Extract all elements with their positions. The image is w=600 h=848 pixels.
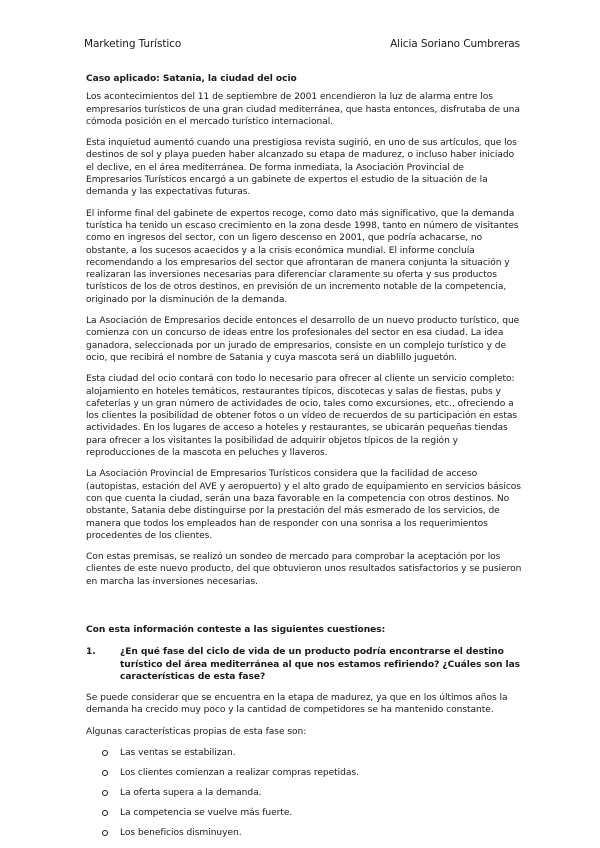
circle-bullet-icon — [102, 750, 108, 756]
header-author: Alicia Soriano Cumbreras — [390, 38, 520, 50]
list-item-text: Los beneficios disminuyen. — [120, 827, 242, 838]
circle-bullet-icon — [102, 830, 108, 836]
list-item — [86, 827, 522, 839]
list-item-text: La oferta supera a la demanda. — [120, 787, 262, 798]
case-paragraph: La Asociación Provincial de Empresarios Turísticos considera que la facilidad de acceso (autopistas, estación del AVE y aeropuerto) y el alto grado de equipamiento en servicios básicos con que cuenta la ciudad, serán una baza favorable en la competencia con otros destinos. No obstante, Satania debe distinguirse por la prestación del más esmerado de los servicios, de manera que todos los empleados han de responder con una sonrisa a los requerimientos procedentes de los clientes. — [86, 469, 521, 541]
characteristics-list — [86, 747, 522, 839]
list-item — [86, 807, 522, 819]
question-number: 1. — [86, 647, 96, 658]
case-paragraph: Esta inquietud aumentó cuando una prestigiosa revista sugirió, en uno de sus artículos, que los destinos de sol y playa pueden haber alcanzado su etapa de madurez, o incluso haber iniciado el declive, en el área mediterránea. De forma inmediata, la Asociación Provincial de Empresarios Turísticos encargó a un gabinete de expertos el estudio de la situación de la demanda y las expectativas futuras. — [86, 138, 517, 198]
list-item — [86, 787, 522, 799]
case-title: Caso aplicado: Satania, la ciudad del ocio — [86, 74, 297, 84]
list-item — [86, 767, 522, 779]
list-item-text: Los clientes comienzan a realizar compras repetidas. — [120, 767, 359, 778]
case-paragraph: La Asociación de Empresarios decide entonces el desarrollo de un nuevo producto turístico, que comienza con un concurso de ideas entre los profesionales del sector en esa ciudad. La idea ganadora, seleccionada por un jurado de empresarios, consiste en un complejo turístico y de ocio, que recibirá el nombre de Satania y cuya mascota será un diablillo juguetón. — [86, 316, 520, 363]
page-header — [84, 38, 520, 50]
circle-bullet-icon — [102, 790, 108, 796]
case-paragraph: Esta ciudad del ocio contará con todo lo necesario para ofrecer al cliente un servicio completo: alojamiento en hoteles temáticos, restaurantes típicos, discotecas y salas de fiestas, pubs y cafeterías y un gran número de actividades de ocio, tales como excursiones, etc., ofreciendo a los clientes la posibilidad de obtener fotos o un vídeo de recuerdos de su participación en estas actividades. En los lugares de acceso a hoteles y restaurantes, se ubicarán pequeñas tiendas para ofrecer a los visitantes la posibilidad de adquirir objetos típicos de la región y reproducciones de la mascota en peluches y llaveros. — [86, 374, 518, 459]
case-paragraph: Los acontecimientos del 11 de septiembre de 2001 encendieron la luz de alarma entre los empresarios turísticos de una gran ciudad mediterránea, que hasta entonces, disfrutaba de una cómoda posición en el mercado turístico internacional. — [86, 92, 520, 127]
document-body — [86, 73, 522, 847]
list-item — [86, 747, 522, 759]
list-item-text: Las ventas se estabilizan. — [120, 748, 236, 759]
list-item-text: La competencia se vuelve más fuerte. — [120, 807, 293, 818]
header-course-title: Marketing Turístico — [84, 38, 182, 50]
question-1 — [86, 646, 522, 683]
questions-heading: Con esta información conteste a las siguientes cuestiones: — [86, 624, 386, 635]
question-text: ¿En qué fase del ciclo de vida de un producto podría encontrarse el destino turístico del área mediterránea al que nos estamos refiriendo? ¿Cuáles son las características de esta fase? — [120, 647, 521, 682]
answer-paragraph: Se puede considerar que se encuentra en la etapa de madurez, ya que en los últimos años la demanda ha crecido muy poco y la cantidad de competidores se ha mantenido constante. — [86, 693, 508, 716]
circle-bullet-icon — [102, 770, 108, 776]
case-paragraph: El informe final del gabinete de expertos recoge, como dato más significativo, que la demanda turística ha tenido un escaso crecimiento en la zona desde 1998, tanto en número de visitantes como en ingresos del sector, con un ligero descenso en 2001, que podría achacarse, no obstante, a los sucesos acaecidos y a la crisis económica mundial. El informe concluía recomendando a los empresarios del sector que afrontaran de manera conjunta la situación y realizaran las inversiones necesarias para diferenciar claramente su oferta y sus productos turísticos de los de otros destinos, en previsión de un incremento notable de la competencia, originado por la disminución de la demanda. — [86, 208, 519, 305]
case-paragraph: Con estas premisas, se realizó un sondeo de mercado para comprobar la aceptación por los clientes de este nuevo producto, del que obtuvieron unos resultados satisfactorios y se pusieron en marcha las inversiones necesarias. — [86, 552, 522, 587]
list-intro: Algunas características propias de esta fase son: — [86, 726, 307, 737]
circle-bullet-icon — [102, 810, 108, 816]
